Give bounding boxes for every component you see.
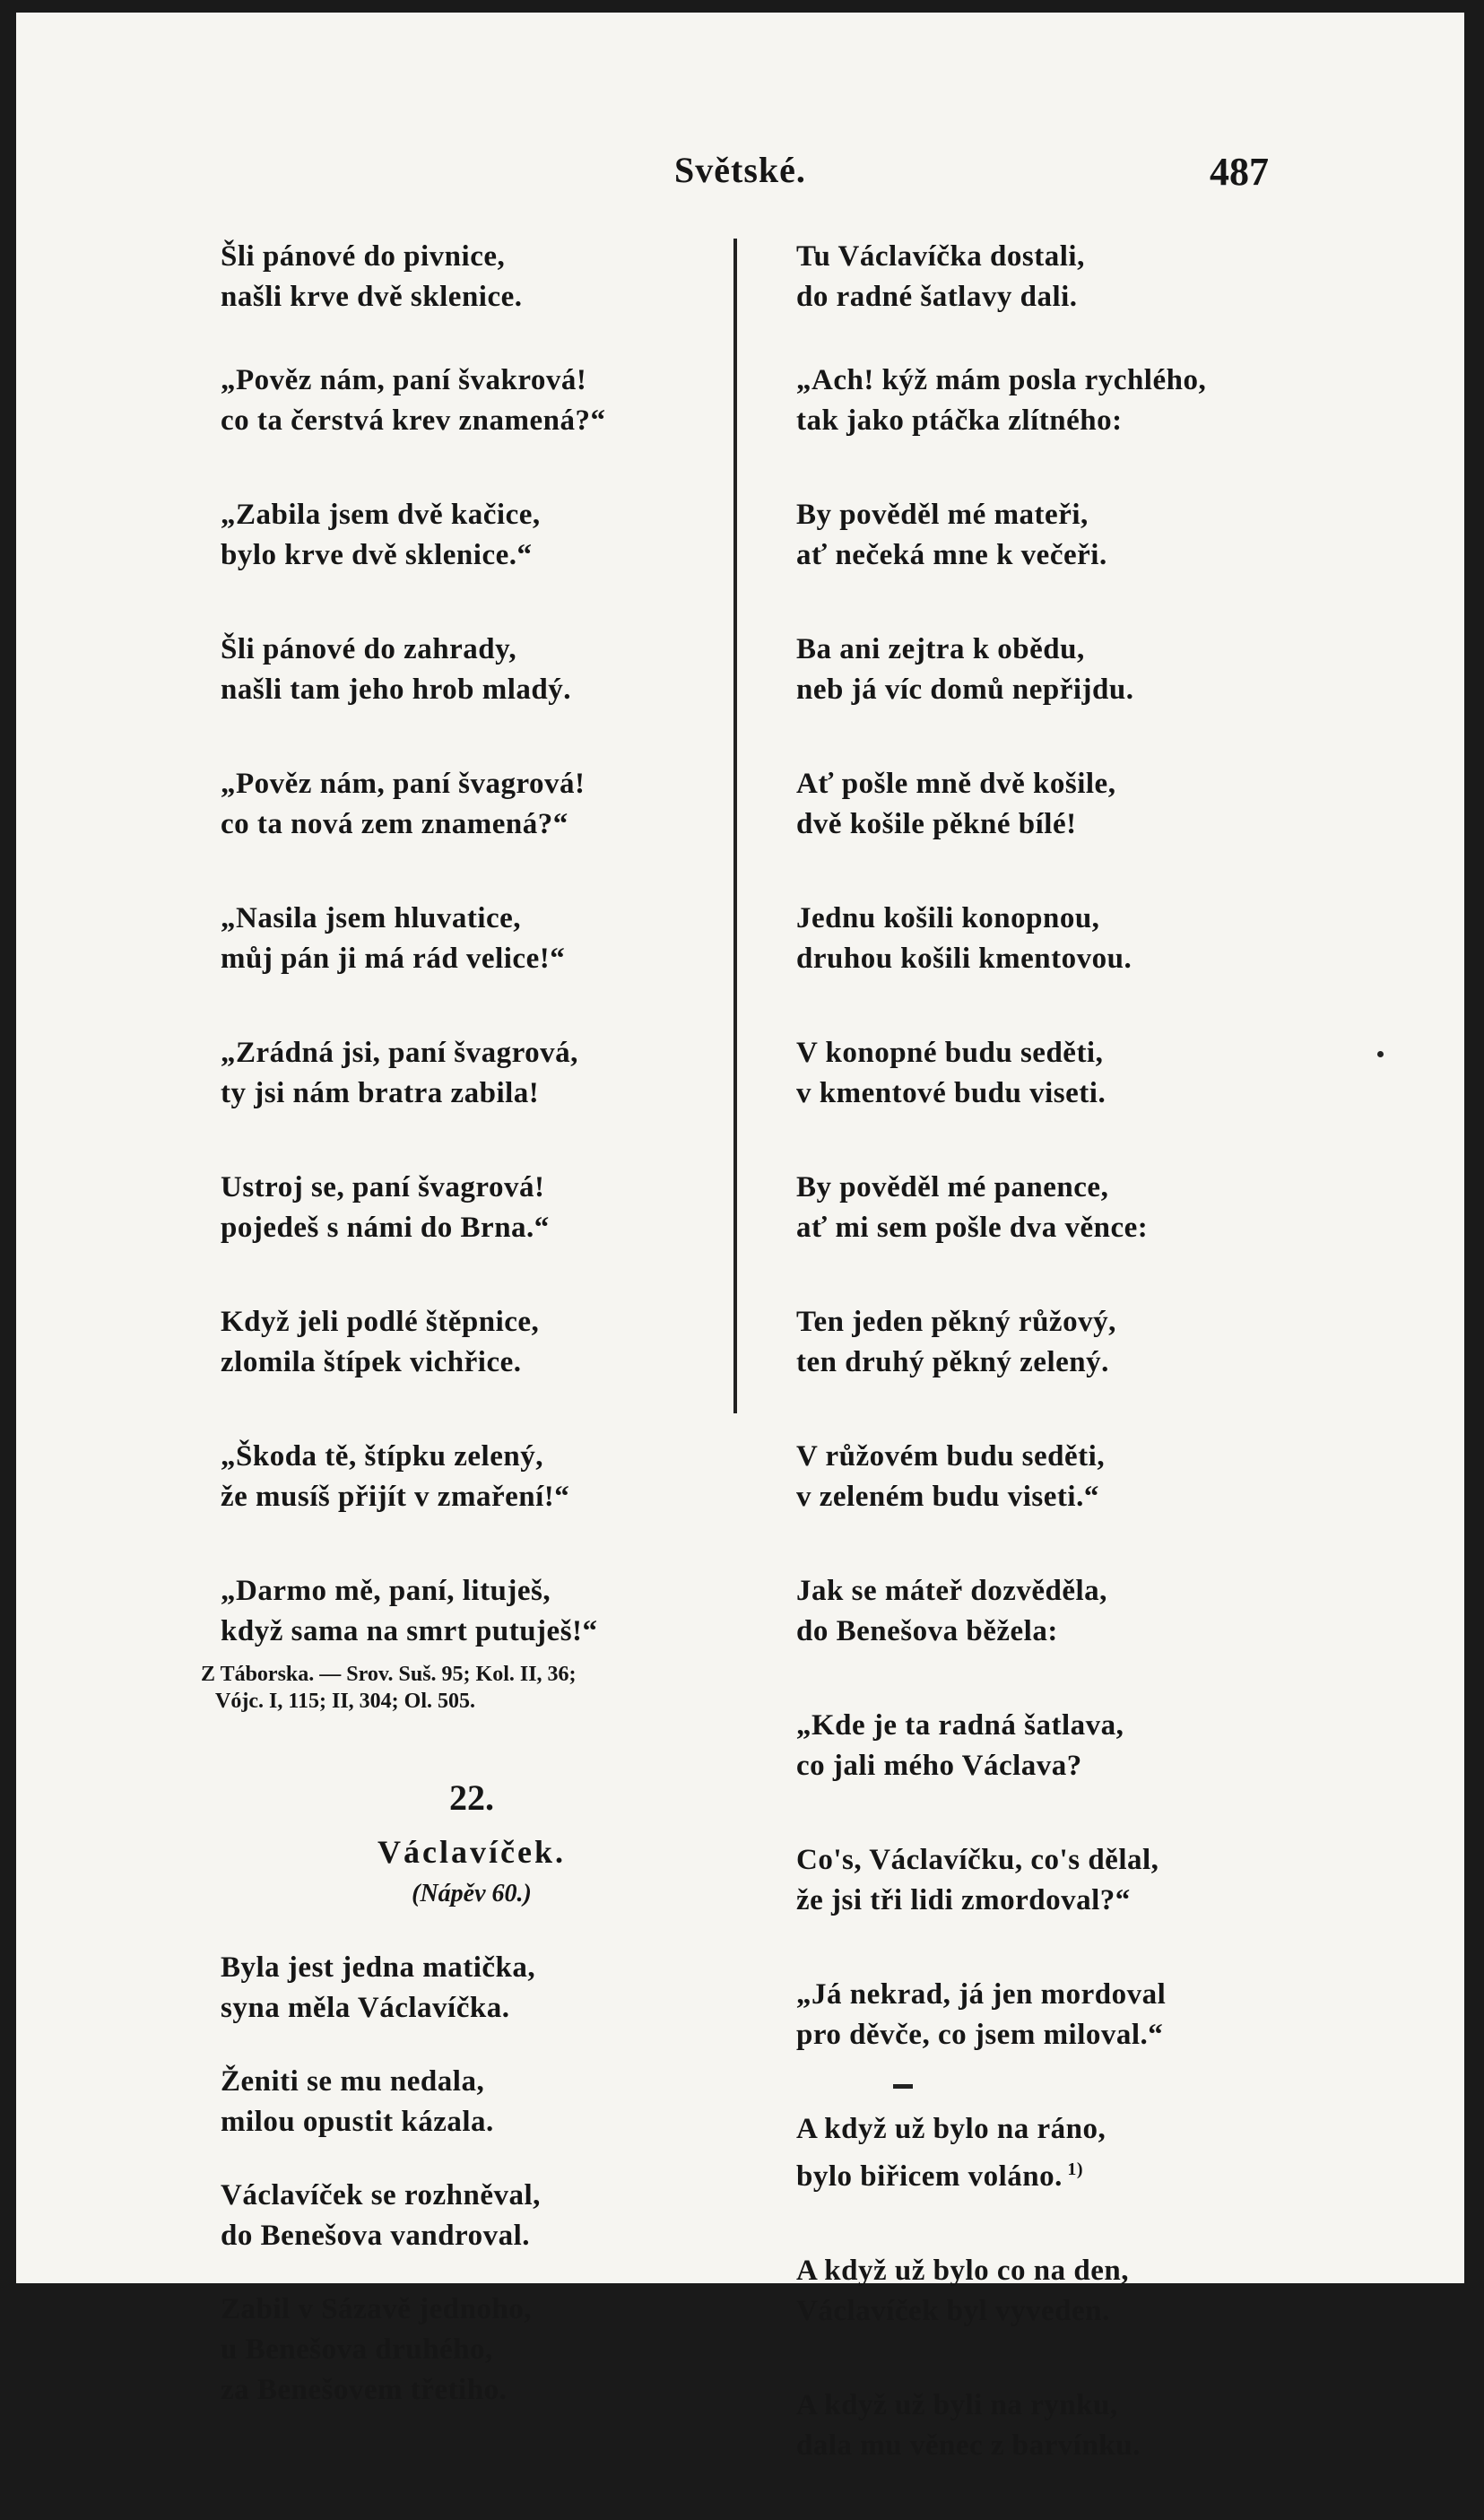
verse-line: Ať pošle mně dvě košile, [796, 768, 1116, 800]
verse-line: Ustroj se, paní švagrová! [221, 1171, 545, 1204]
verse-line: Jak se máteř dozvěděla, [796, 1575, 1107, 1607]
stanza [221, 2062, 723, 2142]
verse-line: A když už bylo na ráno, [796, 2113, 1106, 2145]
verse-line: bylo krve dvě sklenice.“ [221, 539, 533, 571]
margin-dot [1377, 1051, 1384, 1057]
verse-line: „Zrádná jsi, paní švagrová, [221, 1037, 578, 1069]
stanza [796, 2109, 1352, 2197]
stanza [796, 1302, 1352, 1383]
verse-line: Zabil v Sázavě jednoho, [221, 2293, 533, 2325]
page-number: 487 [1210, 150, 1269, 194]
verse-line: „Pověz nám, paní švakrová! [221, 364, 587, 396]
footnote-marker: 1) [1062, 2159, 1084, 2179]
stanza [796, 1840, 1352, 1921]
verse-line: že musíš přijít v zmaření!“ [221, 1481, 570, 1513]
verse-line: pro děvče, co jsem miloval.“ [796, 2019, 1164, 2051]
source-line: Vójc. I, 115; II, 304; Ol. 505. [215, 1690, 475, 1713]
verse-line: ať mi sem pošle dva věnce: [796, 1212, 1149, 1244]
verse-line: Tu Václavíčka dostali, [796, 240, 1085, 273]
running-header: Světské. [674, 150, 806, 190]
verse-line: ten druhý pěkný zelený. [796, 1346, 1109, 1378]
stanza [796, 1168, 1352, 1248]
verse-line: pojedeš s námi do Brna.“ [221, 1212, 550, 1244]
song-stanzas [221, 1948, 723, 2411]
stanza [221, 2290, 723, 2411]
verse-line: Šli pánové do zahrady, [221, 633, 517, 665]
verse-line: „Ach! kýž mám posla rychlého, [796, 364, 1207, 396]
stanza [221, 495, 723, 576]
verse-line: „Já nekrad, já jen mordoval [796, 1978, 1167, 2011]
song-title: Václavíček. [378, 1834, 566, 1870]
verse-line: v zeleném budu viseti.“ [796, 1481, 1099, 1513]
verse-line: milou opustit kázala. [221, 2106, 494, 2138]
end-dash [893, 2084, 913, 2089]
verse-line: co jali mého Václava? [796, 1750, 1082, 1782]
verse-line: za Benešovem třetiho. [221, 2374, 508, 2406]
verse-line: Václavíček byl vyveden. [796, 2295, 1110, 2327]
stanza [796, 2385, 1352, 2466]
verse-line: když sama na smrt putuješ!“ [221, 1615, 598, 1647]
verse-line: dvě košile pěkné bílé! [796, 808, 1077, 840]
stanza [221, 630, 723, 710]
verse-line: našli tam jeho hrob mladý. [221, 673, 572, 706]
stanza [221, 1948, 723, 2029]
source-line: Z Táborska. — Srov. Suš. 95; Kol. II, 36; [201, 1663, 577, 1686]
verse-line: v kmentové budu viseti. [796, 1077, 1106, 1109]
verse-line: že jsi tři lidi zmordoval?“ [796, 1884, 1131, 1916]
verse-line: Byla jest jedna matička, [221, 1951, 536, 1984]
stanza [796, 1571, 1352, 1652]
verse-line: „Pověz nám, paní švagrová! [221, 768, 586, 800]
verse-line: tak jako ptáčka zlítného: [796, 404, 1123, 437]
stanza [221, 2176, 723, 2256]
verse-line: našli krve dvě sklenice. [221, 281, 523, 313]
verse-line: „Darmo mě, paní, lituješ, [221, 1575, 551, 1607]
verse-line: „Nasila jsem hluvatice, [221, 902, 522, 934]
verse-line: Co's, Václavíčku, co's dělal, [796, 1844, 1159, 1876]
stanza [796, 1437, 1352, 1517]
stanza [796, 1975, 1352, 2055]
verse-line: Ženiti se mu nedala, [221, 2065, 485, 2098]
stanza [796, 361, 1352, 441]
stanza [796, 899, 1352, 979]
stanza [221, 764, 723, 845]
verse-line: Jednu košili konopnou, [796, 902, 1100, 934]
stanza [221, 361, 723, 441]
verse-line: „Kde je ta radná šatlava, [796, 1709, 1124, 1742]
verse-line: A když už byli na rynku, [796, 2389, 1118, 2421]
stanza [221, 237, 723, 317]
right-column [796, 237, 1352, 2520]
verse-line: A když už bylo co na den, [796, 2255, 1129, 2287]
verse-line: co ta čerstvá krev znamená?“ [221, 404, 606, 437]
verse-line: do radné šatlavy dali. [796, 281, 1078, 313]
verse-line: druhou košili kmentovou. [796, 943, 1133, 975]
verse-line: bylo biřicem voláno. $^{1)}$ [796, 2159, 1084, 2193]
stanza [221, 1571, 723, 1652]
verse-line: „Zabila jsem dvě kačice, [221, 499, 541, 531]
stanza [796, 764, 1352, 845]
verse-line: Ten jeden pěkný růžový, [796, 1306, 1116, 1338]
stanza [796, 1033, 1352, 1114]
stanza [221, 1302, 723, 1383]
song-number: 22. [449, 1777, 494, 1818]
verse-line: Šli pánové do pivnice, [221, 240, 506, 273]
left-stanzas [221, 237, 723, 1652]
verse-line: By pověděl mé panence, [796, 1171, 1109, 1204]
verse-line: By pověděl mé mateři, [796, 499, 1089, 531]
stanza [796, 1706, 1352, 1786]
verse-line: ty jsi nám bratra zabila! [221, 1077, 540, 1109]
verse-line: do Benešova vandroval. [221, 2220, 531, 2252]
column-divider [733, 239, 737, 1413]
verse-line: „Škoda tě, štípku zelený, [221, 1440, 543, 1473]
verse-line: syna měla Václavíčka. [221, 1992, 510, 2024]
verse-line: zlomila štípek vichřice. [221, 1346, 522, 1378]
right-stanzas [796, 237, 1352, 2466]
verse-line: do Benešova běžela: [796, 1615, 1058, 1647]
verse-line: V konopné budu seděti, [796, 1037, 1104, 1069]
stanza [221, 1033, 723, 1114]
verse-line: Václavíček se rozhněval, [221, 2179, 541, 2212]
source-citation [201, 1661, 723, 1715]
stanza [221, 899, 723, 979]
verse-line: můj pán ji má rád velice!“ [221, 943, 566, 975]
verse-line: u Benešova druhého, [221, 2333, 493, 2366]
stanza [796, 237, 1352, 317]
verse-line: co ta nová zem znamená?“ [221, 808, 568, 840]
verse-line: dala mu věnec z barvínku. [796, 2429, 1141, 2462]
stanza [221, 1437, 723, 1517]
verse-line: Když jeli podlé štěpnice, [221, 1306, 540, 1338]
stanza [796, 630, 1352, 710]
stanza [796, 495, 1352, 576]
verse-line: ať nečeká mne k večeři. [796, 539, 1107, 571]
verse-line: V růžovém budu seděti, [796, 1440, 1106, 1473]
book-page [16, 13, 1464, 2462]
verse-line: Ba ani zejtra k obědu, [796, 633, 1085, 665]
stanza [221, 1168, 723, 1248]
left-column [201, 237, 723, 2464]
stanza [796, 2251, 1352, 2332]
tune-reference: (Nápěv 60.) [412, 1880, 532, 1907]
verse-line: neb já víc domů nepřijdu. [796, 673, 1134, 706]
